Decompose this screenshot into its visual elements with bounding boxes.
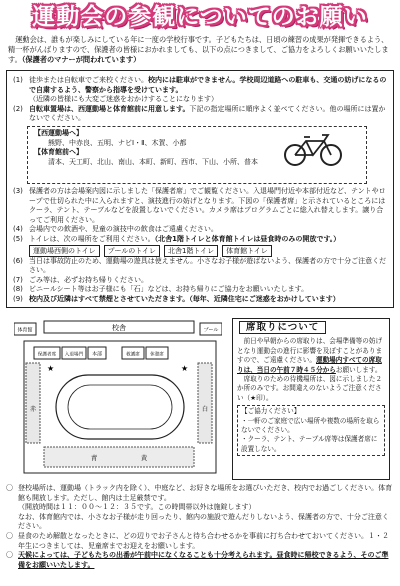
rule-item: (6) 当日は事故防止のため、運動場の遊具は使えません。小さなお子様が遊ばないよう、保護者の方で十分ご注意ください。: [13, 256, 387, 275]
rule-item: (5) トイレは、次の場所をご利用ください。（北舎1階トイレと体育館トイレは昼食時のみの開放です。） 運動場西側のトイレ プールのトイレ 北舎1階トイレ 体育館トイレ: [13, 234, 341, 255]
rule-item: (7) ごみ等は、必ずお持ち帰りください。: [13, 275, 148, 284]
note-row: （開放時間は１１：００～１２：３５です。この時間帯以外は施錠します）: [18, 503, 256, 512]
waiting-star-icon: ★: [47, 364, 55, 373]
map-school-label: 校舎: [112, 324, 126, 332]
rule-item: (2) 自転車置場は、西運動場と体育館前に用意します。下記の指定場所に順序よく並べてください。他の場所には置かないでください。: [13, 104, 386, 123]
svg-text:本部: 本部: [91, 351, 103, 358]
svg-text:赤: 赤: [29, 406, 37, 413]
toilet-location: 体育館トイレ: [222, 245, 272, 257]
svg-text:入退場門: 入退場門: [64, 352, 84, 358]
note-row: 〇 昼食のため解散となったときに、どの辺りでお子さんと待ち合わせるかを事前に打ち合わせておいてください。１・２年生につきましては、児童席までお迎えをお願いします。: [6, 531, 389, 550]
rule-item: (4) 会場内での飲酒や、児童の演技中の飲食はご遠慮ください。: [13, 225, 218, 234]
rule-item: (3) 保護者の方は会場案内図に示しました「保護者席」でご観覧ください。入退場門付近や本部付近など、テントやロープで仕切られた中に入られますと、演技進行の妨げとなります。下図の「保護者席」と示されているところにはクーラ、テント、テーブルなどを設置しないでください。カメラ席はプログラムごとに総入れ替えします。譲り合ってご利用ください。: [13, 186, 386, 224]
gym-parking-title: 【体育館前へ】: [34, 148, 83, 157]
svg-text:救護席: 救護席: [126, 352, 140, 358]
svg-text:白: 白: [201, 406, 209, 413]
cooperation-box: 【ご協力ください】 ・一軒のご家庭で広い場所や複数の場所を取らないでください。 ・クーラ、テント、テーブル席等は保護者席に設置しない。: [237, 405, 385, 456]
toilet-location: プールのトイレ: [104, 245, 160, 257]
west-parking-title: 【西運動場へ】: [34, 128, 83, 137]
svg-text:黄: 黄: [140, 454, 148, 462]
note-row: 〇 天候によっては、子どもたちの出番が午前中になくなることも十分考えられます。昼食時に帰校できるよう、そのご準備をお願いいたします。: [6, 551, 389, 569]
bottom-notes: [6, 484, 394, 570]
intro-emphasis: （保護者のマナーが問われています）: [21, 55, 141, 64]
svg-text:プール: プール: [203, 327, 219, 334]
rule-item: (8) ビニールシート等はお子様にも「石」などは、お持ち帰りにご協力をお願いいたします。: [13, 285, 309, 294]
waiting-star-icon: ★: [181, 364, 189, 373]
svg-text:保護者席: 保護者席: [37, 352, 57, 358]
intro-text: 運動会は、誰もが楽しみにしている年に一度の学校行事です。子どもたちは、日頃の練習の成果が発揮できるよう、精一杯がんばりますので、保護者の皆様におかれましても、以下の点につきまして、ご協力をよろしくお願いいたします。: [8, 35, 389, 64]
venue-map: [14, 319, 222, 479]
svg-text:青: 青: [90, 454, 98, 462]
toilet-location: 北舎1階トイレ: [164, 245, 218, 257]
note-row: なお、体育館内では、小さなお子様が走り回ったり、館内の施設で遊んだりしないよう、保護者の方で、十分ご注意ください。: [18, 512, 389, 531]
seat-reservation-panel: [232, 318, 390, 480]
svg-text:休憩席: 休憩席: [150, 352, 164, 358]
svg-text:体育館: 体育館: [17, 327, 33, 334]
page-title: 運動会の参観についてのお願い: [32, 4, 368, 30]
parking-areas: [27, 126, 367, 184]
rules-box: [6, 70, 394, 308]
rule-item: (1) 徒歩または自転車でご来校ください。校内には駐車ができません。学校周辺道路への駐車も、交通の妨げになるので自粛するよう、警察から指導を受けています。 （近隣の皆様にも大変ご迷惑をおかけすることになります）: [13, 76, 387, 104]
rule-item: (9) 校内及び近隣はすべて禁煙とさせていただきます。（毎年、近隣住宅にご迷惑をおかけしています）: [13, 294, 340, 303]
panel-title: 席取りについて: [239, 321, 326, 334]
intro-paragraph: [8, 35, 394, 65]
gym-parking-list: 清本、天工町、北山、南山、本町、新町、西市、下山、小所、普本: [48, 157, 258, 166]
west-parking-list: 熊野、中赤良、五明、ナビⅠ・Ⅱ、木賀、小都: [48, 138, 187, 147]
panel-paragraph: 前日や早朝からの席取りは、会場準備等の妨げとなり運動会の進行に影響を及ぼすことがありますので、ご遠慮ください。運動場内すべての席取りは、当日の午前７時４５分からお願いします。: [237, 337, 383, 374]
bicycle-icon: [282, 131, 344, 167]
panel-paragraph: 席取りのための待機場所は、図に示しました２か所のみです。お間違えのないようご注意ください（★印）。: [237, 375, 383, 402]
note-row: 〇 登校場所は、運動場（トラック内を除く）、中庭など、お好きな場所をお選びいただき、校内でお過ごしください。体育館も開放します。ただし、館内は土足厳禁です。: [6, 484, 393, 502]
toilet-location: 運動場西側のトイレ: [29, 245, 100, 257]
